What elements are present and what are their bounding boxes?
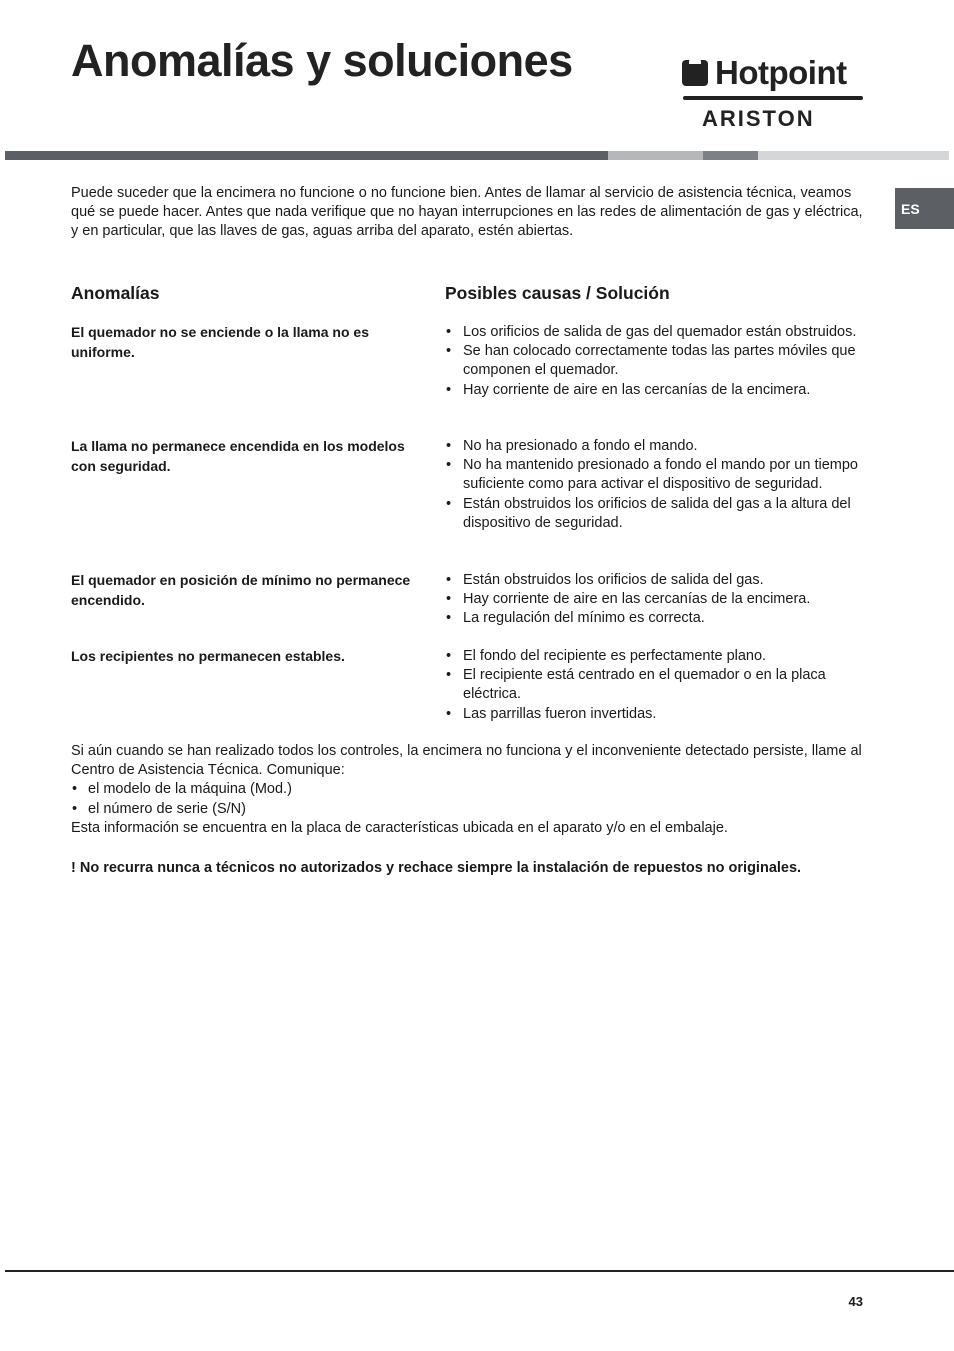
language-tab: ES — [895, 188, 954, 229]
cause-item: • Las parrillas fueron invertidas. — [445, 705, 865, 724]
cause-item: • La regulación del mínimo es correcta. — [445, 609, 865, 628]
cause-item: • Están obstruidos los orificios de salida del gas a la altura del dispositivo de seguridad. — [445, 495, 865, 533]
closing-section — [71, 742, 871, 838]
logo-sub-brand-text: ARISTON — [702, 106, 815, 131]
causes-list — [445, 647, 865, 724]
cause-item: • No ha mantenido presionado a fondo el mando por un tiempo suficiente como para activar el dispositivo de seguridad. — [445, 456, 865, 494]
hotpoint-wordmark — [682, 54, 847, 92]
anomalias-heading: Anomalías — [71, 283, 160, 303]
cause-item: • El recipiente está centrado en el quemador o en la placa eléctrica. — [445, 666, 865, 704]
intro-paragraph: Puede suceder que la encimera no funcione o no funcione bien. Antes de llamar al servicio de asistencia técnica, veamos qué se puede hacer. Antes que nada verifique que no hayan interrupciones en las redes de alimentación de gas y eléctrica, y en particular, que las llaves de gas, aguas arriba del aparato, estén abiertas. — [71, 185, 863, 239]
header-band-light — [608, 151, 703, 160]
cause-item: • Están obstruidos los orificios de salida del gas. — [445, 571, 865, 590]
page-number: 43 — [848, 1294, 863, 1309]
info-item: • el número de serie (S/N) — [71, 800, 871, 819]
cause-item: • El fondo del recipiente es perfectamente plano. — [445, 647, 865, 666]
info-item: • el modelo de la máquina (Mod.) — [71, 780, 871, 799]
cause-item: • Los orificios de salida de gas del quemador están obstruidos. — [445, 323, 865, 342]
info-list — [71, 780, 871, 818]
header-band-mid — [703, 151, 758, 160]
anomaly-text: La llama no permanece encendida en los modelos con seguridad. — [71, 438, 405, 474]
header-band-dark — [5, 151, 608, 160]
closing-note: Esta información se encuentra en la placa de características ubicada en el aparato y/o en el embalaje. — [71, 819, 728, 836]
hotpoint-logo-icon — [682, 60, 708, 86]
brand-logo — [682, 54, 864, 134]
causes-list — [445, 571, 865, 629]
closing-text: Si aún cuando se han realizado todos los controles, la encimera no funciona y el inconveniente detectado persiste, llame al Centro de Asistencia Técnica. Comunique: — [71, 743, 862, 779]
causas-heading: Posibles causas / Solución — [445, 283, 670, 303]
anomaly-text: Los recipientes no permanecen estables. — [71, 648, 345, 664]
causes-list — [445, 437, 865, 533]
footer-divider — [5, 1270, 954, 1272]
cause-item: • No ha presionado a fondo el mando. — [445, 437, 865, 456]
cause-item: • Hay corriente de aire en las cercanías de la encimera. — [445, 381, 865, 400]
logo-brand-text: Hotpoint — [715, 54, 847, 91]
logo-divider — [683, 96, 863, 100]
causes-list — [445, 323, 865, 400]
cause-item: • Hay corriente de aire en las cercanías de la encimera. — [445, 590, 865, 609]
header-band-pale — [758, 151, 949, 160]
warning-note: ! No recurra nunca a técnicos no autorizados y rechace siempre la instalación de repuestos no originales. — [71, 860, 802, 876]
anomaly-text: El quemador no se enciende o la llama no es uniforme. — [71, 324, 369, 360]
page-title: Anomalías y soluciones — [71, 35, 573, 86]
cause-item: • Se han colocado correctamente todas las partes móviles que componen el quemador. — [445, 342, 865, 380]
anomaly-text: El quemador en posición de mínimo no permanece encendido. — [71, 572, 411, 608]
